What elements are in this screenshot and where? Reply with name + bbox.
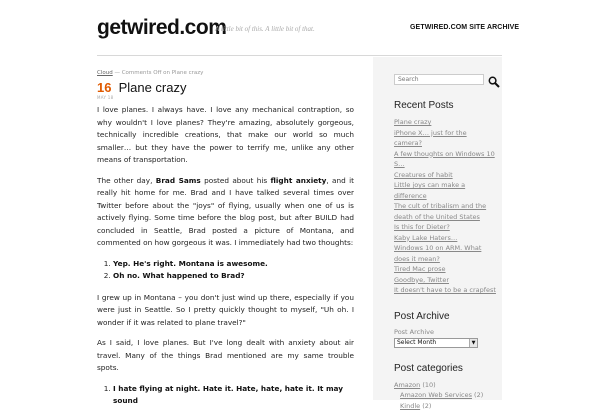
recent-post-link[interactable]: The cult of tribalism and the death of the United States [394,202,487,221]
category-link[interactable]: Kindle [400,401,421,410]
recent-post-link[interactable]: Windows 10 on ARM. What does it mean? [394,244,482,263]
post-article [97,70,354,417]
flight-anxiety-link[interactable]: flight anxiety [270,175,327,185]
recent-post-link[interactable]: iPhone X… just for the camera? [394,128,467,147]
post-categories-title: Post categories [394,362,463,374]
post-paragraph-4: As I said, I love planes. But I've long dealt with anxiety about air travel. Many of the things Brad mentioned are my same trouble spots. [97,338,354,372]
archive-select-value: Select Month [397,339,437,346]
site-tagline: A little bit of this. A little bit of that. [215,25,315,33]
search-row [394,73,502,85]
post-category-link[interactable]: Cloud [97,70,113,76]
post-title-row [97,80,354,94]
category-item [394,390,502,401]
recent-post-link[interactable]: Tired Mac prose [394,265,446,273]
recent-post-link[interactable]: Plane crazy [394,118,432,126]
list-item [113,383,354,408]
brad-sams-link[interactable]: Brad Sams [155,175,201,185]
p2-text-a: The other day, [97,175,156,185]
p2-text-c: , and it really hit home for me. Brad and I have talked several times over Twitter before about the "joys" of flying, usually when one of us is actively flying. Some time before the blog post, but after BUILD had concluded in Seattle, Brad posted a picture of Montana, and commented on how gorgeous it was. I immediately had two thoughts: [97,175,354,247]
list-item-text: Yep. He's right. Montana is awesome. [113,258,268,268]
post-archive-title: Post Archive [394,310,450,322]
list-item-text: I hate flying at night. Hate it. Hate, hate, hate it. It may sound [113,383,344,405]
site-title[interactable]: getwired.com [97,16,227,39]
post-month: MAY 18 [97,95,114,100]
category-count: (10) [420,380,436,389]
post-meta [97,70,354,76]
recent-post-link[interactable]: Little joys can make a difference [394,181,466,200]
archive-month-select[interactable] [394,338,478,348]
category-item [394,380,502,391]
post-title[interactable]: Plane crazy [118,80,187,95]
sidebar [373,57,502,410]
chevron-down-icon[interactable]: ▼ [469,339,477,347]
recent-post-link[interactable]: A few thoughts on Windows 10 S… [394,149,495,168]
category-count: (2) [471,391,484,399]
search-icon[interactable] [488,73,500,85]
post-list-1 [113,258,354,283]
recent-post-link[interactable]: Kaby Lake Haters… [394,233,458,242]
site-archive-link[interactable]: GETWIRED.COM SITE ARCHIVE [410,24,520,31]
list-item [113,258,354,271]
header-divider [97,55,502,56]
list-item [113,270,354,283]
post-paragraph-1: I love planes. I always have. I love any mechanical contraption, so why wouldn't I love planes? They're amazing, absolutely gorgeous, technically incredible creations, that make our world so much smaller… but they have the power to terrify me, unlike any other means of transportation. [97,105,354,164]
category-link[interactable]: Amazon Web Services [400,391,472,399]
post-body [97,104,354,408]
post-archive-label: Post Archive [394,327,434,336]
recent-post-link[interactable]: Is this for Dieter? [394,223,450,231]
post-comments-status: — Comments Off on Plane crazy [112,70,204,76]
post-paragraph-3: I grew up in Montana – you don't just wind up there, especially if you were just in Seattle. So I pretty quickly thought to myself, "Uh oh. I wonder if it was related to plane travel?" [97,292,354,327]
recent-posts-list [394,117,502,296]
category-count: (2) [420,401,432,410]
categories-list [394,380,502,412]
list-item-text: Oh no. What happened to Brad? [113,271,245,280]
search-input[interactable] [394,74,484,85]
post-day: 16 [97,80,112,95]
category-link[interactable]: Amazon [394,380,421,389]
post-list-2 [113,383,354,408]
category-item [394,401,502,412]
recent-post-link[interactable]: Creatures of habit [394,170,453,179]
p2-text-b: posted about his [200,175,271,185]
post-paragraph-2 [97,175,354,250]
recent-post-link[interactable]: Goodbye, Twitter [394,275,450,284]
recent-posts-title: Recent Posts [394,100,454,111]
recent-post-link[interactable]: It doesn't have to be a crapfest [394,286,496,294]
